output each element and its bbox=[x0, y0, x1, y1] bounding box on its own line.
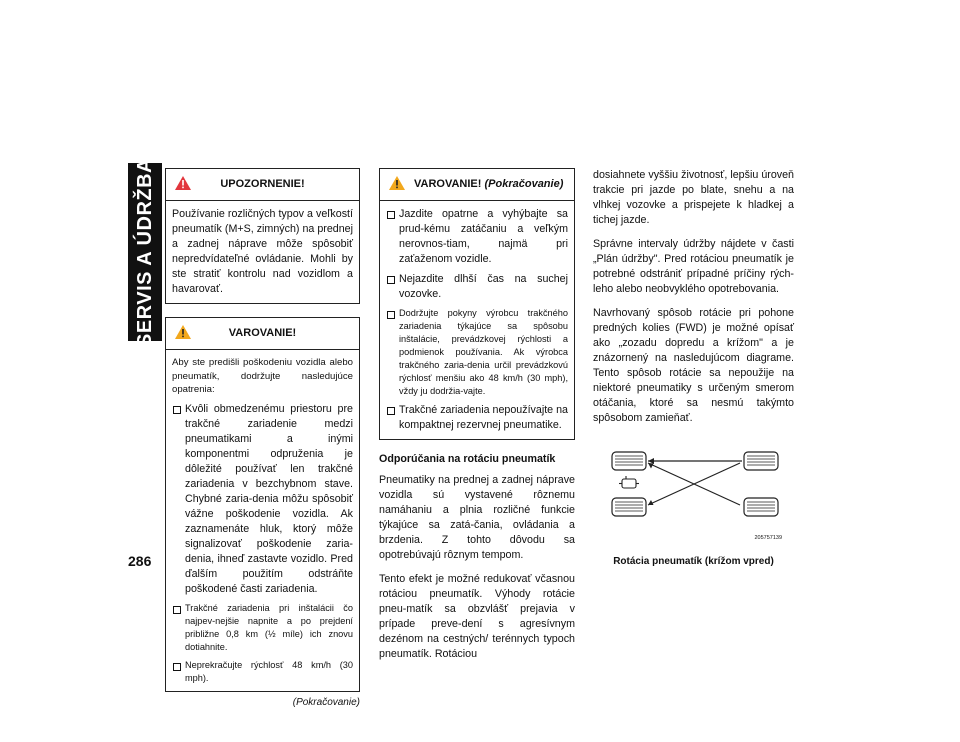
paragraph: Tento efekt je možné redukovať včasnou rotáciou pneumatík. Výhody rotácie pneu-matík sa obzvlášť prejavia v prípade preve-dení s agresívnym dezénom na cestných/ terénnych typoch pneumatík. Rotáciou bbox=[379, 573, 575, 660]
warning-triangle-icon bbox=[174, 324, 192, 340]
column-middle bbox=[379, 168, 575, 671]
page-number: 286 bbox=[128, 553, 152, 569]
list-item: Jazdite opatrne a vyhýbajte sa prud-kému zatáčaniu a veľkým nerovnos-tiam, najmä pri zaťaženom vozidle. bbox=[386, 207, 568, 267]
warning-intro: Aby ste predišli poškodeniu vozidla alebo pneumatík, dodržujte nasledujúce opatrenia: bbox=[172, 357, 353, 395]
tire-rotation-graphic bbox=[608, 448, 788, 538]
paragraph: Navrhovaný spôsob rotácie pri pohone predných kolies (FWD) je možné opísať ako „zozadu dopredu a krížom" a je znázornený na nasledujúcom diagrame. Tento spôsob rotácie sa nepoužije na niektoré pneumatiky s určeným smerom otáčania, ktoré sa nesmú takýmto spôsobom zamieňať. bbox=[593, 307, 794, 424]
warning-continued-title: VAROVANIE! bbox=[414, 178, 482, 190]
section-heading: Odporúčania na rotáciu pneumatík bbox=[379, 453, 556, 465]
warning-box bbox=[165, 317, 360, 692]
paragraph: Správne intervaly údržby nájdete v časti „Plán údržby". Pred rotáciou pneumatík je potrebné odstrániť prípadné príčiny rých-leho alebo neobvyklého opotrebovania. bbox=[593, 238, 794, 295]
column-left bbox=[165, 168, 360, 710]
figure-caption: Rotácia pneumatík (krížom vpred) bbox=[613, 556, 774, 567]
tire-rotation-diagram bbox=[608, 448, 788, 548]
list-item: Nejazdite dlhší čas na suchej vozovke. bbox=[386, 272, 568, 302]
section-side-tab bbox=[128, 157, 162, 347]
warning-continued-box bbox=[379, 168, 575, 440]
section-side-tab-label: SERVIS A ÚDRŽBA bbox=[133, 157, 156, 347]
list-item: Trakčné zariadenia nepoužívajte na kompaktnej rezervnej pneumatike. bbox=[386, 403, 568, 433]
column-right bbox=[593, 168, 794, 569]
list-item: Neprekračujte rýchlosť 48 km/h (30 mph). bbox=[172, 659, 353, 685]
figure-code: 205757139 bbox=[754, 535, 782, 541]
caution-header bbox=[166, 169, 359, 201]
warning-list bbox=[172, 402, 353, 685]
warning-title: VAROVANIE! bbox=[228, 327, 297, 339]
warning-triangle-icon bbox=[174, 175, 192, 191]
continued-note: (Pokračovanie) bbox=[292, 696, 360, 708]
warning-triangle-icon bbox=[388, 175, 406, 191]
list-item: Dodržujte pokyny výrobcu trakčného zariadenia týkajúce sa spôsobu inštalácie, prevádzkovej rýchlosti a podmienok používania. Ak výrobca trakčného zaria-denia určil prevádzkovú rýchlosť menšiu ako 48 km/h (30 mph), vždy ju dodržia-vajte. bbox=[386, 307, 568, 398]
caution-title: UPOZORNENIE! bbox=[220, 178, 305, 190]
list-item: Kvôli obmedzenému priestoru pre trakčné zariadenie medzi pneumatikami a inými komponentmi odpruženia je dôležité používať len trakčné zariadenia v bezchybnom stave. Chybné zaria-denia môžu spôsobiť vážne poškodenie vozidla. Ak zaznamenáte hluk, ktorý môže signalizovať poškodenie zaria-denia, ihneď zastavte vozidlo. Pred ďalším použitím odstráňte poškodené časti zariadenia. bbox=[172, 402, 353, 597]
warning-continued-list bbox=[386, 207, 568, 433]
paragraph: dosiahnete vyššiu životnosť, lepšiu úroveň trakcie pri jazde po blate, snehu a na vlhkej vozovke a prispejete k hladkej a tichej jazde. bbox=[593, 169, 794, 226]
warning-continued-suffix: (Pokračovanie) bbox=[484, 178, 564, 190]
paragraph: Pneumatiky na prednej a zadnej náprave vozidla sú vystavené rôznemu namáhaniu a plnia rozličné funkcie týkajúce sa zatá-čania, ovládania a brzdenia. Z tohto dôvodu sa opotrebúvajú rôznym tempom. bbox=[379, 474, 575, 561]
warning-continued-header bbox=[380, 169, 574, 201]
caution-text: Používanie rozličných typov a veľkostí pneumatík (M+S, zimných) na prednej a zadnej náprave môže spôsobiť nepredvídateľné ovládanie. Mohli by ste stratiť kontrolu nad vozidlom a havarovať. bbox=[172, 208, 353, 295]
warning-header bbox=[166, 318, 359, 350]
list-item: Trakčné zariadenia pri inštalácii čo najpev-nejšie napnite a po prejdení približne 0,8 km (½ míle) ich znovu dotiahnite. bbox=[172, 602, 353, 654]
caution-box bbox=[165, 168, 360, 304]
